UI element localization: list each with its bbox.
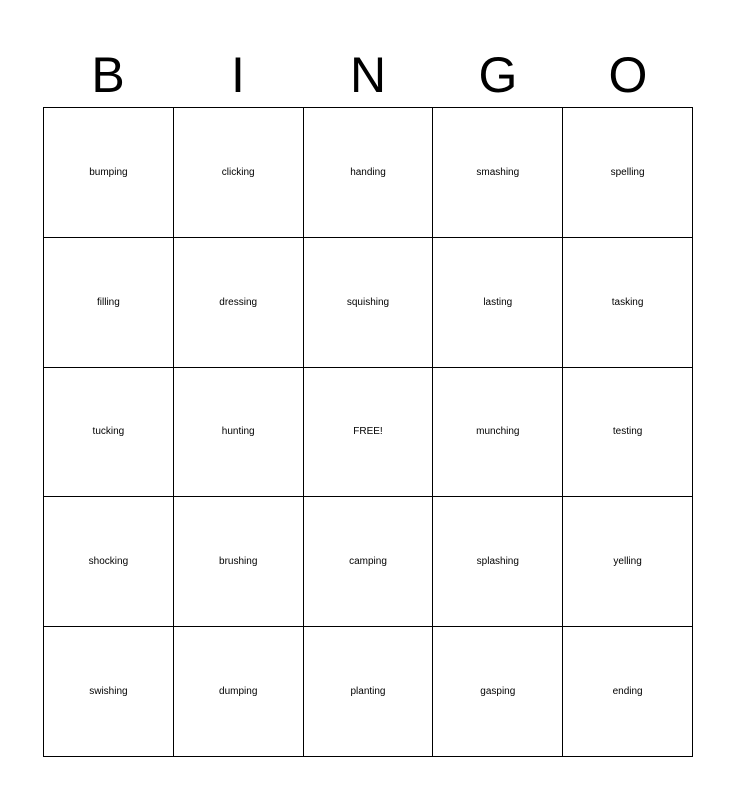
bingo-cell: squishing [304, 238, 434, 368]
bingo-cell: ending [563, 627, 693, 757]
header-letter-i: I [231, 47, 245, 103]
bingo-cell: hunting [174, 368, 304, 498]
bingo-cell: munching [433, 368, 563, 498]
bingo-cell: dressing [174, 238, 304, 368]
bingo-cell: splashing [433, 497, 563, 627]
bingo-cell: yelling [563, 497, 693, 627]
bingo-cell: shocking [44, 497, 174, 627]
bingo-cell: tucking [44, 368, 174, 498]
bingo-cell: camping [304, 497, 434, 627]
header-letter-g: G [478, 47, 518, 103]
bingo-cell: filling [44, 238, 174, 368]
bingo-cell: gasping [433, 627, 563, 757]
bingo-cell: smashing [433, 108, 563, 238]
bingo-cell: clicking [174, 108, 304, 238]
bingo-cell: tasking [563, 238, 693, 368]
bingo-cell: planting [304, 627, 434, 757]
bingo-cell: swishing [44, 627, 174, 757]
bingo-card [43, 107, 693, 757]
bingo-cell: dumping [174, 627, 304, 757]
bingo-cell: lasting [433, 238, 563, 368]
bingo-cell: testing [563, 368, 693, 498]
header-letter-n: N [349, 47, 387, 103]
bingo-cell: handing [304, 108, 434, 238]
bingo-cell: brushing [174, 497, 304, 627]
bingo-cell: spelling [563, 108, 693, 238]
free-space: FREE! [304, 368, 434, 498]
bingo-cell: bumping [44, 108, 174, 238]
header-letter-b: B [91, 47, 125, 103]
bingo-header [43, 44, 693, 106]
header-letter-o: O [608, 47, 648, 103]
